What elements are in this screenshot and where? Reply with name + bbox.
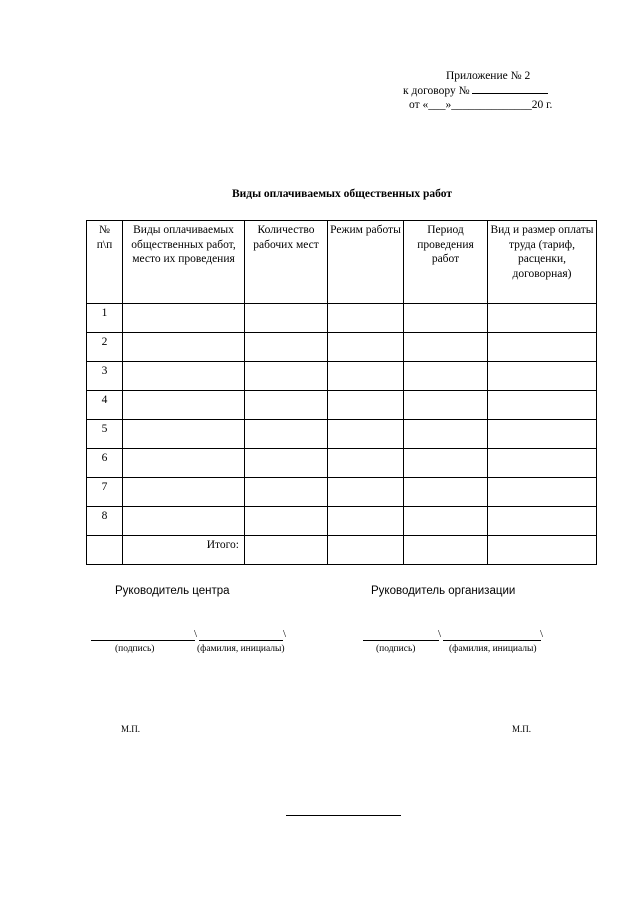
left-signature-caption: (подпись) xyxy=(115,644,155,654)
total-label: Итого: xyxy=(123,536,245,565)
cell-payment[interactable] xyxy=(488,333,597,362)
cell-work-type[interactable] xyxy=(123,304,245,333)
left-name-line[interactable] xyxy=(199,640,283,641)
cell-work-type[interactable] xyxy=(123,478,245,507)
right-separator: \ xyxy=(438,628,442,640)
total-job-count[interactable] xyxy=(245,536,328,565)
cell-work-mode[interactable] xyxy=(328,333,404,362)
col-header-job-count: Количество рабочих мест xyxy=(245,221,328,304)
col-header-work-mode: Режим работы xyxy=(328,221,404,304)
cell-payment[interactable] xyxy=(488,420,597,449)
row-number: 2 xyxy=(87,333,123,362)
cell-work-mode[interactable] xyxy=(328,478,404,507)
row-number: 4 xyxy=(87,391,123,420)
total-period xyxy=(404,536,488,565)
cell-period[interactable] xyxy=(404,304,488,333)
cell-payment[interactable] xyxy=(488,304,597,333)
right-seal-label: М.П. xyxy=(512,724,532,734)
cell-work-type[interactable] xyxy=(123,362,245,391)
total-row xyxy=(87,536,597,565)
cell-work-mode[interactable] xyxy=(328,420,404,449)
right-signatory-role: Руководитель организации xyxy=(371,585,516,597)
table-row xyxy=(87,478,597,507)
right-signature-line[interactable] xyxy=(363,640,439,641)
cell-work-mode[interactable] xyxy=(328,362,404,391)
left-signature-line[interactable] xyxy=(91,640,195,641)
cell-work-type[interactable] xyxy=(123,391,245,420)
left-signatory-role: Руководитель центра xyxy=(115,585,230,597)
table-row xyxy=(87,507,597,536)
table-row xyxy=(87,362,597,391)
cell-period[interactable] xyxy=(404,507,488,536)
right-name-line[interactable] xyxy=(443,640,541,641)
row-number: 6 xyxy=(87,449,123,478)
table-row xyxy=(87,391,597,420)
cell-job-count[interactable] xyxy=(245,362,328,391)
col-header-period: Период проведения работ xyxy=(404,221,488,304)
total-payment xyxy=(488,536,597,565)
right-end-mark: \ xyxy=(540,628,544,640)
cell-payment[interactable] xyxy=(488,507,597,536)
cell-job-count[interactable] xyxy=(245,304,328,333)
cell-period[interactable] xyxy=(404,333,488,362)
cell-job-count[interactable] xyxy=(245,507,328,536)
cell-work-type[interactable] xyxy=(123,420,245,449)
cell-work-type[interactable] xyxy=(123,449,245,478)
row-number: 7 xyxy=(87,478,123,507)
left-separator: \ xyxy=(194,628,198,640)
cell-payment[interactable] xyxy=(488,391,597,420)
right-name-caption: (фамилия, инициалы) xyxy=(449,644,537,654)
cell-work-mode[interactable] xyxy=(328,449,404,478)
col-header-work-type: Виды оплачиваемых общественных работ, место их проведения xyxy=(123,221,245,304)
cell-work-mode[interactable] xyxy=(328,507,404,536)
contract-number-blank xyxy=(472,83,548,94)
total-number-cell xyxy=(87,536,123,565)
table-header-row xyxy=(87,221,597,304)
col-header-payment: Вид и размер оплаты труда (тариф, расценки, договорная) xyxy=(488,221,597,304)
cell-payment[interactable] xyxy=(488,478,597,507)
works-table xyxy=(86,220,597,565)
cell-period[interactable] xyxy=(404,478,488,507)
contract-prefix: к договору № xyxy=(403,85,470,97)
table-row xyxy=(87,333,597,362)
page-title: Виды оплачиваемых общественных работ xyxy=(231,188,453,200)
table-row xyxy=(87,449,597,478)
cell-work-type[interactable] xyxy=(123,507,245,536)
left-end-mark: \ xyxy=(283,628,287,640)
table-row xyxy=(87,420,597,449)
col-header-number: № п\п xyxy=(87,221,123,304)
cell-period[interactable] xyxy=(404,362,488,391)
appendix-label: Приложение № 2 xyxy=(446,70,531,82)
cell-job-count[interactable] xyxy=(245,333,328,362)
cell-payment[interactable] xyxy=(488,449,597,478)
left-seal-label: М.П. xyxy=(121,724,141,734)
row-number: 3 xyxy=(87,362,123,391)
cell-period[interactable] xyxy=(404,391,488,420)
cell-work-mode[interactable] xyxy=(328,304,404,333)
cell-job-count[interactable] xyxy=(245,391,328,420)
footnote-separator xyxy=(286,815,401,816)
cell-job-count[interactable] xyxy=(245,478,328,507)
table-row xyxy=(87,304,597,333)
contract-line xyxy=(403,83,548,98)
left-name-caption: (фамилия, инициалы) xyxy=(197,644,285,654)
total-work-mode xyxy=(328,536,404,565)
cell-work-type[interactable] xyxy=(123,333,245,362)
right-signature-caption: (подпись) xyxy=(376,644,416,654)
row-number: 8 xyxy=(87,507,123,536)
cell-job-count[interactable] xyxy=(245,449,328,478)
row-number: 1 xyxy=(87,304,123,333)
cell-period[interactable] xyxy=(404,449,488,478)
cell-payment[interactable] xyxy=(488,362,597,391)
row-number: 5 xyxy=(87,420,123,449)
cell-job-count[interactable] xyxy=(245,420,328,449)
cell-period[interactable] xyxy=(404,420,488,449)
contract-date-line: от «___»______________20 г. xyxy=(409,99,553,111)
cell-work-mode[interactable] xyxy=(328,391,404,420)
